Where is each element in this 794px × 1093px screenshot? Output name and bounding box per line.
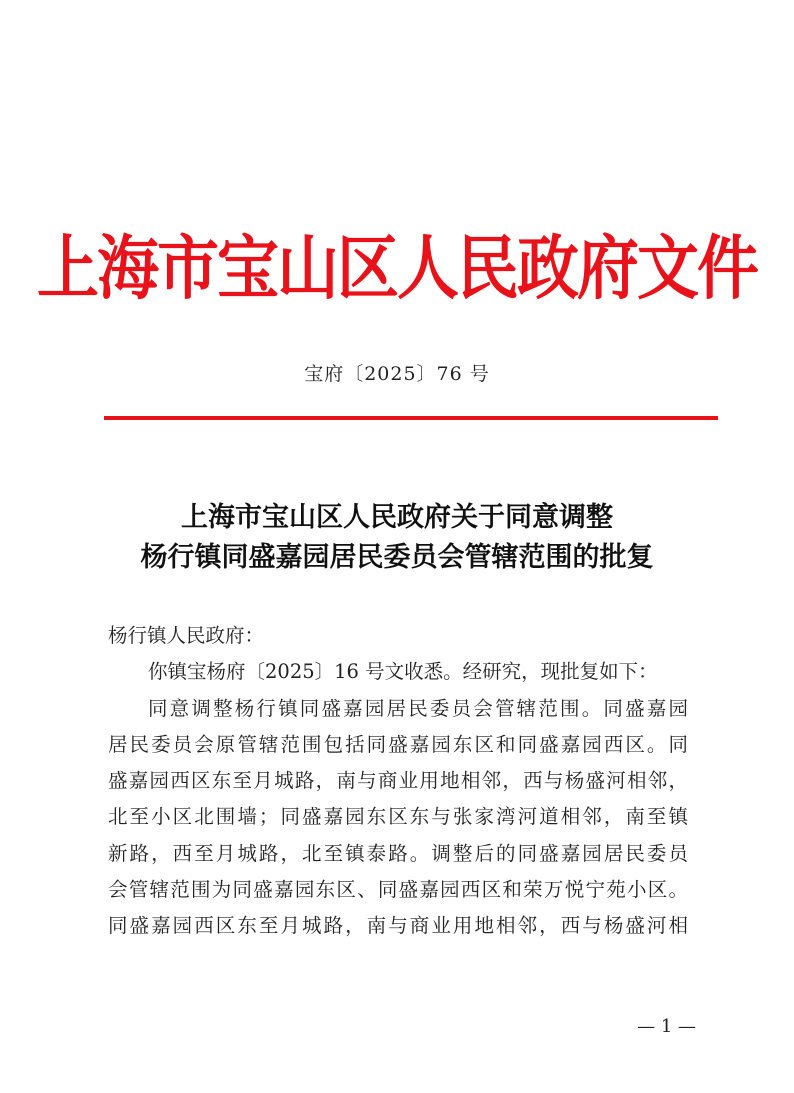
body-line: 同盛嘉园西区东至月城路，南与商业用地相邻，西与杨盛河相 <box>108 914 688 938</box>
body-line: 会管辖范围为同盛嘉园东区、同盛嘉园西区和荣万悦宁苑小区。 <box>108 878 688 902</box>
body-line: 居民委员会原管辖范围包括同盛嘉园东区和同盛嘉园西区。同 <box>108 732 688 756</box>
red-separator-rule <box>104 416 718 420</box>
body-line: 同意调整杨行镇同盛嘉园居民委员会管辖范围。同盛嘉园 <box>148 696 688 720</box>
title-line-1: 上海市宝山区人民政府关于同意调整 <box>181 502 613 533</box>
page-number: — 1 — <box>637 1016 696 1037</box>
document-number: 宝府〔2025〕76 号 <box>304 363 490 385</box>
body-line: 北至小区北围墙；同盛嘉园东区东与张家湾河道相邻，南至镇 <box>108 805 688 829</box>
body-line: 盛嘉园西区东至月城路，南与商业用地相邻，西与杨盛河相邻， <box>108 769 688 793</box>
body-line: 你镇宝杨府〔2025〕16 号文收悉。经研究，现批复如下： <box>148 660 658 684</box>
title-line-2: 杨行镇同盛嘉园居民委员会管辖范围的批复 <box>140 542 654 573</box>
document-body <box>108 618 688 945</box>
salutation: 杨行镇人民政府： <box>108 624 265 647</box>
document-title <box>0 498 794 578</box>
body-line: 新路，西至月城路，北至镇泰路。调整后的同盛嘉园居民委员 <box>108 841 688 865</box>
document-masthead: 上海市宝山区人民政府文件 <box>36 226 757 309</box>
